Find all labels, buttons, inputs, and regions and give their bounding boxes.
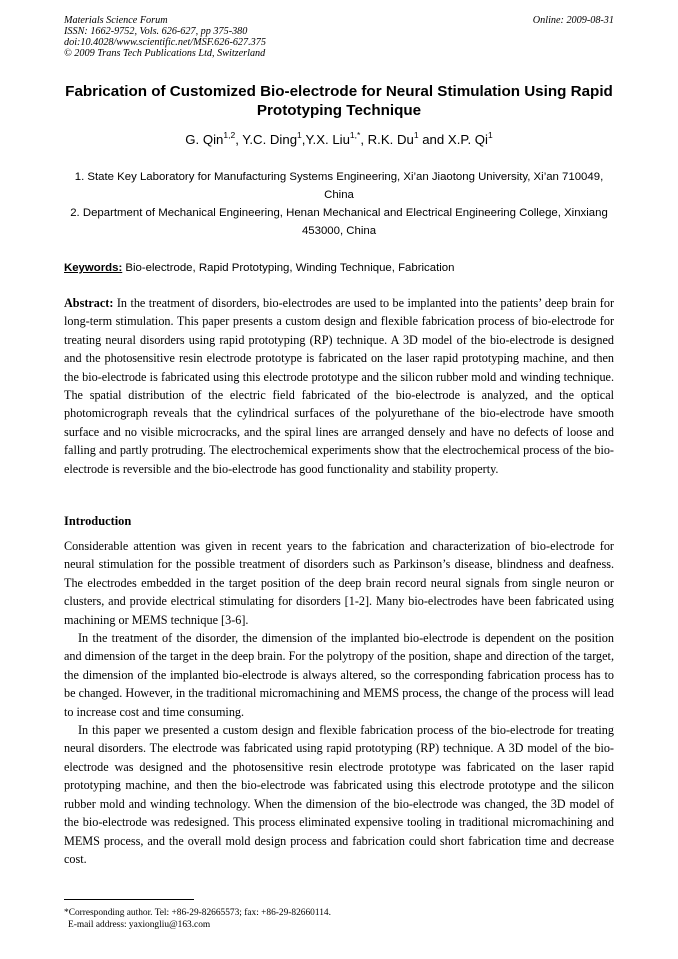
author-separator: ,: [360, 132, 368, 147]
email-note: E-mail address: yaxiongliu@163.com: [68, 920, 211, 930]
affiliation-2: 2. Department of Mechanical Engineering, Henan Mechanical and Electrical Engineering College, Xinxiang 453000, China: [70, 207, 608, 237]
keywords-text: Bio-electrode, Rapid Prototyping, Winding Technique, Fabrication: [122, 262, 455, 274]
journal-name: Materials Science Forum: [64, 15, 168, 26]
corresponding-author-note: *Corresponding author. Tel: +86-29-82665573; fax: +86-29-82660114.: [64, 908, 331, 918]
intro-paragraph: Considerable attention was given in recent years to the fabrication and characterization of bio-electrode for neural stimulation for the possible treatment of disorders such as Parkinson’s disease, blindness and deafness. The electrodes embedded in the target position of the deep brain record neural signals from single neuron or clusters, and provide electrical stimulating for disorders [1-2]. Many bio-electrodes have been fabricated using machining or MEMS technique [3-6].: [64, 539, 614, 627]
copyright-line: © 2009 Trans Tech Publications Ltd, Switzerland: [64, 48, 266, 59]
author-affil-sup: 1: [487, 130, 493, 140]
author-affil-sup: 1: [297, 130, 302, 140]
abstract-text: In the treatment of disorders, bio-electrodes are used to be implanted into the patients’ deep brain for long-term stimulation. This paper presents a custom design and flexible fabrication process of bio-electrode for treating neural disorders using rapid prototyping (RP) technique. A 3D model of the bio-electrode is designed and the photosensitive resin electrode prototype is fabricated on the laser rapid prototyping machine, and then the bio-electrode is fabricated using this electrode prototype and the silicon rubber mold and winding technique. The spatial distribution of the electric field fabricated of the bio-electrode is analyzed, and the optical photomicrograph reveals that the cylindrical surfaces of the polyurethane of the bio-electrode have smooth surface and no visible microcracks, and the spiral lines are arranged densely and have no defects of loose and falling and partly protruding. The electrochemical experiments show that the electrochemical process of the bio-electrode is reversible and the bio-electrode has good functionality and stability property.: [64, 296, 614, 476]
affiliation-1: 1. State Key Laboratory for Manufacturing Systems Engineering, Xi’an Jiaotong University, Xi’an 710049, China: [74, 171, 604, 201]
author-name: Y.X. Liu: [305, 132, 350, 147]
footnote: [64, 907, 331, 931]
abstract-label: Abstract:: [64, 296, 114, 310]
author-separator: ,: [235, 132, 243, 147]
author-name: Y.C. Ding: [242, 132, 298, 147]
keywords-line: [64, 260, 614, 276]
journal-header: [64, 15, 266, 59]
intro-paragraph: In the treatment of the disorder, the dimension of the implanted bio-electrode is dependent on the position and dimension of the target in the deep brain. For the polytropy of the position, shape and direction of the target, the dimension of the implanted bio-electrode is always altered, so the corresponding fabrication process has to be changed. However, in the traditional micromachining and MEMS process, the change of the process will lead to increase cost and time consuming.: [64, 631, 614, 719]
intro-paragraph: In this paper we presented a custom design and flexible fabrication process of the bio-electrode for treating neural disorders. The electrode was fabricated using rapid prototyping (RP) technique. A 3D model of the bio-electrode was designed and the photosensitive resin electrode prototype was fabricated on the laser rapid prototyping machine, and then the bio-electrode was fabricated using this electrode prototype and the silicon rubber mold and winding technology. When the dimension of the bio-electrode was changed, the 3D model of the bio-electrode was redesigned. This process eliminated expensive tooling in traditional micromachining and MEMS process, and the overall mold design process and fabrication could short fabrication time and decrease cost.: [64, 723, 614, 866]
author-name: G. Qin: [185, 132, 224, 147]
section-heading-introduction: Introduction: [64, 514, 132, 528]
author-name: X.P. Qi: [447, 132, 488, 147]
introduction-body: [64, 537, 614, 868]
author-affil-sup: 1: [413, 130, 419, 140]
abstract: [64, 294, 614, 478]
author-list: G. Qin$^{1,2}$, Y.C. Ding$^1$,Y.X. Liu$^{1,*}$, R.K. Du$^1$ and X.P. Qi$^1$: [185, 130, 493, 147]
online-date: Online: 2009-08-31: [532, 15, 614, 26]
keywords-label: Keywords:: [64, 262, 123, 274]
author-affil-sup: 1,2: [223, 130, 236, 140]
author-name: R.K. Du: [367, 132, 414, 147]
author-affil-sup: 1,*: [349, 130, 361, 140]
footnote-divider: [64, 899, 194, 900]
doi-line: doi:10.4028/www.scientific.net/MSF.626-627.375: [64, 37, 266, 48]
author-separator: and: [418, 132, 448, 147]
issn-line: ISSN: 1662-9752, Vols. 626-627, pp 375-380: [64, 26, 248, 37]
paper-title: Fabrication of Customized Bio-electrode for Neural Stimulation Using Rapid Prototyping Technique: [65, 83, 613, 119]
